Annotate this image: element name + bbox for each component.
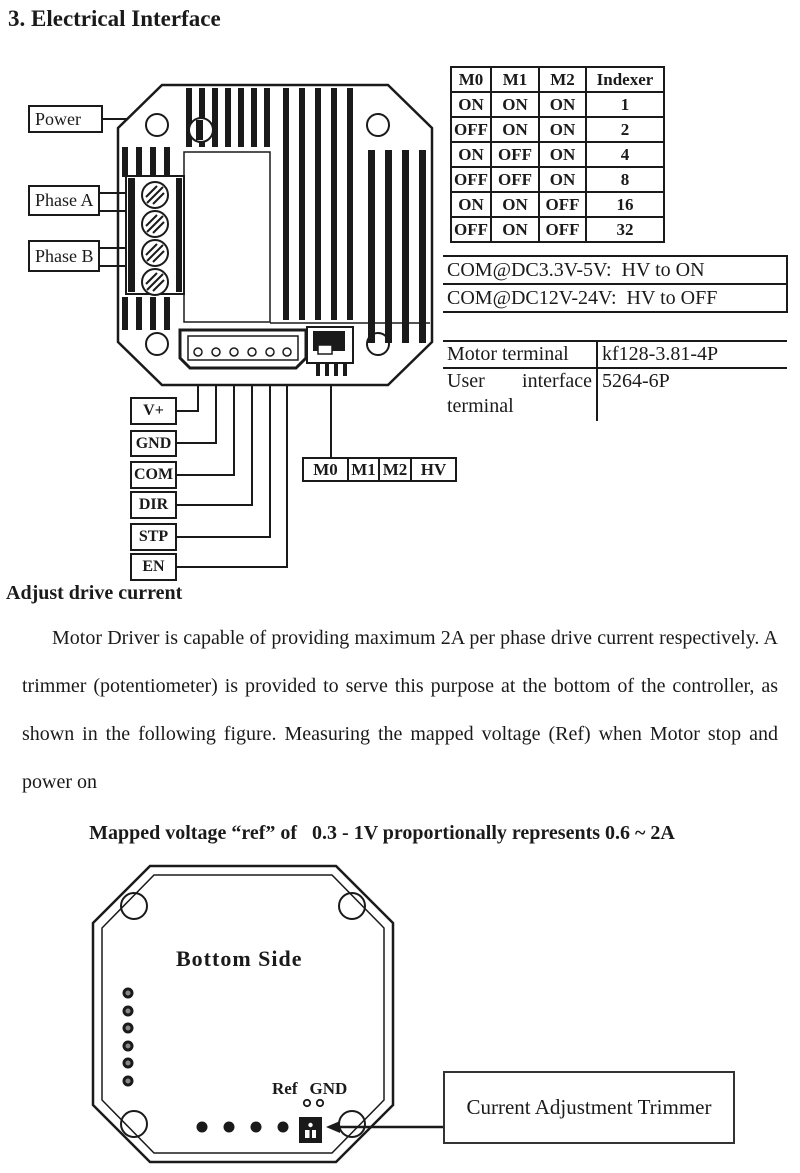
com-voltage-table xyxy=(443,255,788,313)
terminal-row xyxy=(443,368,787,421)
cell: OFF xyxy=(539,217,586,242)
cell: ON xyxy=(451,142,491,167)
mode-pin-m1: M1 xyxy=(348,458,379,481)
indexer-row xyxy=(451,92,664,117)
gnd-label: GND xyxy=(309,1079,348,1098)
com-row xyxy=(443,256,787,284)
mode-pin-m2: M2 xyxy=(379,458,411,481)
mode-pin-strip xyxy=(302,457,457,482)
cell: 1 xyxy=(586,92,664,117)
terminal-type-table xyxy=(443,340,787,421)
indexer-row xyxy=(451,142,664,167)
cell: 8 xyxy=(586,167,664,192)
cell: OFF xyxy=(451,117,491,142)
mode-pin-hv: HV xyxy=(411,458,456,481)
phase-a-label-box: Phase A xyxy=(28,185,100,216)
indexer-row xyxy=(451,117,664,142)
indexer-row xyxy=(451,192,664,217)
cell: OFF xyxy=(451,167,491,192)
indexer-header-m2: M2 xyxy=(539,67,586,92)
pin-label-com: COM xyxy=(130,461,177,489)
cell: 16 xyxy=(586,192,664,217)
cell: ON xyxy=(539,92,586,117)
trimmer-potentiometer xyxy=(300,1118,321,1142)
cell: OFF xyxy=(491,142,539,167)
capacitor xyxy=(189,118,213,142)
cell: ON xyxy=(491,192,539,217)
motor-terminal-block xyxy=(126,176,184,295)
page-title: 3. Electrical Interface xyxy=(8,6,221,31)
cell: 2 xyxy=(586,117,664,142)
cell: ON xyxy=(539,142,586,167)
indexer-header-m1: M1 xyxy=(491,67,539,92)
indexer-header-m0: M0 xyxy=(451,67,491,92)
cell: 4 xyxy=(586,142,664,167)
cell: ON xyxy=(451,92,491,117)
cell: ON xyxy=(491,117,539,142)
cell: ON xyxy=(539,167,586,192)
cell: OFF xyxy=(539,192,586,217)
com-row xyxy=(443,284,787,312)
pin-label-gnd: GND xyxy=(130,430,177,457)
terminal-label: Motor terminal xyxy=(443,341,597,368)
com-row-text: COM@DC3.3V-5V: HV to ON xyxy=(443,256,787,284)
driver-bottom-view-diagram xyxy=(93,866,443,1162)
mode-pin-m0: M0 xyxy=(303,458,348,481)
pcb-area xyxy=(184,152,270,322)
indexer-header-row xyxy=(451,67,664,92)
body-paragraph: Motor Driver is capable of providing maximum 2A per phase drive current respectively. A trimmer (potentiometer) is provided to serve this purpose at the bottom of the controller, as shown in the following figure. Measuring the mapped voltage (Ref) when Motor stop and power on xyxy=(22,627,778,793)
terminal-row xyxy=(443,341,787,368)
cell: OFF xyxy=(491,167,539,192)
indexer-row xyxy=(451,217,664,242)
cell: ON xyxy=(491,217,539,242)
pin-label-vplus: V+ xyxy=(130,397,177,425)
indexer-row xyxy=(451,167,664,192)
ref-gnd-label xyxy=(272,1079,347,1099)
com-row-text: COM@DC12V-24V: HV to OFF xyxy=(443,284,787,312)
trimmer-callout-box: Current Adjustment Trimmer xyxy=(443,1071,735,1144)
mode-pin-row xyxy=(303,458,456,481)
cell: ON xyxy=(491,92,539,117)
bottom-side-label: Bottom Side xyxy=(176,946,303,971)
cell: ON xyxy=(451,192,491,217)
terminal-label: User interface terminal xyxy=(443,368,597,421)
cell: ON xyxy=(539,117,586,142)
adjust-current-heading: Adjust drive current xyxy=(6,582,183,604)
indexer-header-indexer: Indexer xyxy=(586,67,664,92)
mapped-voltage-note: Mapped voltage “ref” of 0.3 - 1V proportionally represents 0.6 ~ 2A xyxy=(89,822,675,844)
phase-b-label-box: Phase B xyxy=(28,240,100,272)
cell: OFF xyxy=(451,217,491,242)
pin-label-stp: STP xyxy=(130,523,177,551)
indexer-table xyxy=(450,66,665,243)
pin-label-dir: DIR xyxy=(130,491,177,519)
pin-label-en: EN xyxy=(130,553,177,581)
bottom-body-outline xyxy=(93,866,393,1162)
terminal-value: 5264-6P xyxy=(602,370,670,392)
ref-label: Ref xyxy=(272,1079,298,1098)
power-label-box: Power xyxy=(28,105,103,133)
user-interface-connector xyxy=(180,330,306,368)
terminal-value: kf128-3.81-4P xyxy=(597,341,787,368)
cell: 32 xyxy=(586,217,664,242)
